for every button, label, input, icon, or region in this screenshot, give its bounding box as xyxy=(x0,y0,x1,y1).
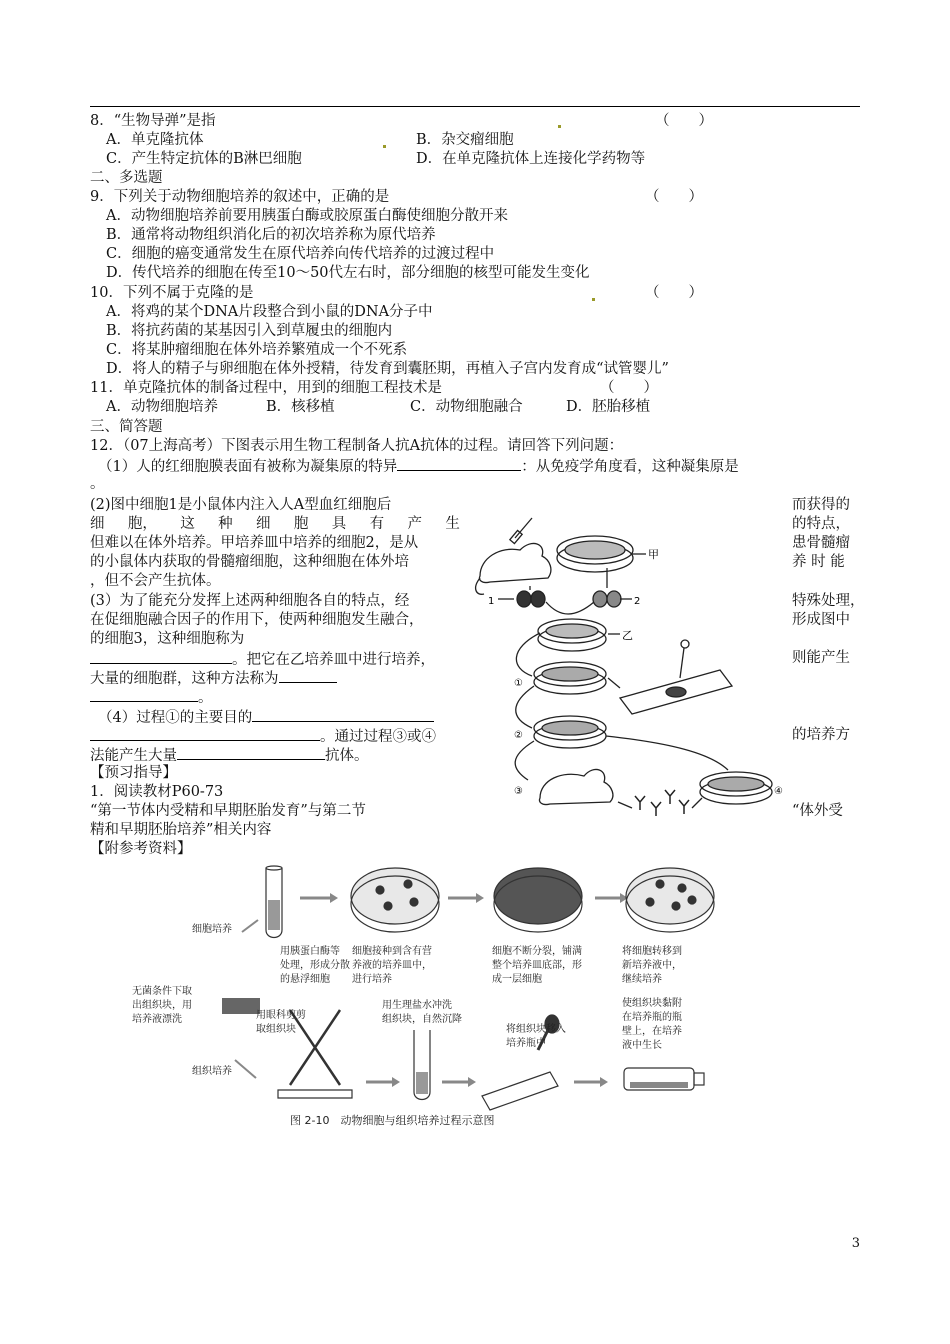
text-char: 这 xyxy=(180,516,195,532)
q8-option-d: D．在单克隆抗体上连接化学药物等 xyxy=(416,151,646,167)
step-text: 用生理盐水冲洗 xyxy=(382,1000,452,1011)
answer-blank[interactable] xyxy=(397,456,521,471)
step-text: 进行培养 xyxy=(352,974,392,985)
answer-blank[interactable] xyxy=(279,668,337,683)
label-cell-1: 1 xyxy=(488,596,495,607)
step-text: 新培养液中， xyxy=(622,960,682,971)
q9-paren: （ ） xyxy=(645,189,703,205)
antibody-icon xyxy=(635,790,689,816)
text-char: 生 xyxy=(445,516,460,532)
petri-dish-jia xyxy=(557,536,633,572)
text-char: 种 xyxy=(218,516,233,532)
figure-caption: 图 2-10 动物细胞与组织培养过程示意图 xyxy=(290,1114,495,1127)
label-jia: 甲 xyxy=(648,548,659,561)
mouse-icon xyxy=(479,543,550,582)
q8-paren: （ ） xyxy=(655,113,713,129)
q12-part4-line3-text-a: 法能产生大量 xyxy=(90,748,177,764)
q12-stem: 12．（07上海高考）下图表示用生物工程制备人抗A抗体的过程。请回答下列问题： xyxy=(90,438,624,454)
q12-part3-line2: 在促细胞融合因子的作用下，使两种细胞发生融合， xyxy=(90,612,424,628)
step-text: 用眼科剪剪 xyxy=(256,1010,306,1021)
q12-part3-line3: 的细胞3，这种细胞称为 xyxy=(90,631,245,647)
q8-stem: 8．“生物导弹”是指 xyxy=(90,113,216,129)
text-char: 胞 xyxy=(293,516,309,532)
reference-title: 【附参考资料】 xyxy=(90,841,192,857)
dropper-slide-icon xyxy=(620,640,732,714)
preview-item2-a: “第一节体内受精和早期胚胎发育”与第二节 xyxy=(90,803,366,819)
step-text: 的悬浮细胞 xyxy=(280,974,330,985)
preview-item2-right: “体外受 xyxy=(792,803,843,819)
q12-part2-right3: 患骨髓瘤 xyxy=(792,535,850,551)
q12-part4-line2-text: 。通过过程③或④ xyxy=(320,729,436,745)
answer-blank[interactable] xyxy=(90,687,198,702)
q10-paren: （ ） xyxy=(645,285,703,301)
step-text: 处理，形成分散 xyxy=(280,960,350,971)
q12-part1 xyxy=(98,456,860,477)
q11-option-c: C．动物细胞融合 xyxy=(410,399,523,415)
petri-dish-yi xyxy=(538,619,606,651)
syringe-icon xyxy=(510,518,532,544)
q12-part3-right2: 形成图中 xyxy=(792,612,850,628)
step-text: 细胞接种到含有营 xyxy=(352,946,432,957)
q12-part4-line1-text: （4）过程①的主要目的 xyxy=(98,710,253,726)
text-char: 有 xyxy=(369,516,385,532)
label-process-2: ② xyxy=(514,730,523,741)
q9-stem: 9．下列关于动物细胞培养的叙述中，正确的是 xyxy=(90,189,390,205)
step-text: 用胰蛋白酶等 xyxy=(280,946,340,957)
test-tube-icon xyxy=(266,866,282,938)
q12-part1-b: ：从免疫学角度看，这种凝集原是 xyxy=(521,459,739,475)
mouse-icon xyxy=(539,769,612,804)
answer-blank[interactable] xyxy=(90,726,320,741)
q12-part1-a: （1）人的红细胞膜表面有被称为凝集原的特异 xyxy=(98,459,398,475)
q12-part3-right1: 特殊处理， xyxy=(792,593,865,609)
q12-part2-right4: 养 时 能 xyxy=(792,554,845,570)
q12-part2-line4: 的小鼠体内获取的骨髓瘤细胞，这种细胞在体外培 xyxy=(90,554,409,570)
q12-part3-line6 xyxy=(90,687,213,708)
label-yi: 乙 xyxy=(622,629,633,642)
label-cell-culture: 细胞培养 xyxy=(192,924,232,935)
text-char: 细 xyxy=(90,516,105,532)
step-text: 液中生长 xyxy=(622,1040,662,1051)
q8-stem-line xyxy=(90,112,860,131)
q10-option-a: A．将鸡的某个DNA片段整合到小鼠的DNA分子中 xyxy=(106,304,433,320)
q11-stem-line xyxy=(90,379,860,398)
q8-options-cd xyxy=(106,150,860,169)
q12-part2-line1: (2)图中细胞1是小鼠体内注入人A型血红细胞后 xyxy=(90,497,392,513)
step-text: 出组织块，用 xyxy=(132,1000,192,1011)
q12-part3-line4-text: 。把它在乙培养皿中进行培养， xyxy=(232,652,435,668)
answer-blank[interactable] xyxy=(90,649,232,664)
preview-item2-b: 精和早期胚胎培养”相关内容 xyxy=(90,822,272,838)
q10-stem: 10．下列不属于克隆的是 xyxy=(90,285,254,301)
q9-option-a: A．动物细胞培养前要用胰蛋白酶或胶原蛋白酶使细胞分散开来 xyxy=(106,208,508,224)
text-char: 细 xyxy=(256,516,271,532)
q11-option-d: D．胚胎移植 xyxy=(566,399,651,415)
q12-part4-line1 xyxy=(98,707,434,728)
q8-option-c: C．产生特定抗体的B淋巴细胞 xyxy=(106,151,302,167)
q12-part3-line5-text: 大量的细胞群，这种方法称为 xyxy=(90,671,279,687)
step-text: 将组织块移入 xyxy=(506,1024,566,1035)
section-multi-choice: 二、多选题 xyxy=(90,170,163,186)
q12-part4-line3 xyxy=(90,745,369,766)
label-tissue-culture: 组织培养 xyxy=(192,1066,232,1077)
q9-option-b: B．通常将动物组织消化后的初次培养称为原代培养 xyxy=(106,227,436,243)
preview-title: 【预习指导】 xyxy=(90,765,177,781)
culture-bottle-icon xyxy=(624,1068,704,1090)
step-text: 使组织块黏附 xyxy=(622,998,682,1009)
label-process-1: ① xyxy=(514,678,523,689)
step-text: 取组织块 xyxy=(256,1024,296,1035)
q10-option-c: C．将某肿瘤细胞在体外培养繁殖成一个不死系 xyxy=(106,342,408,358)
q12-part2-line3: 但难以在体外培养。甲培养皿中培养的细胞2，是从 xyxy=(90,535,419,551)
q12-part2-right1: 而获得的 xyxy=(792,497,850,513)
step-text: 无菌条件下取 xyxy=(132,986,192,997)
step-text: 组织块，自然沉降 xyxy=(382,1014,462,1025)
speck xyxy=(592,298,595,301)
q10-stem-line xyxy=(90,284,860,303)
petri-dish-transfer xyxy=(626,868,714,932)
speck xyxy=(558,125,561,128)
q12-part4-line3-text-b: 抗体。 xyxy=(325,748,369,764)
q12-part4-right2: 的培养方 xyxy=(792,727,850,743)
step-text: 成一层细胞 xyxy=(492,974,542,985)
label-cell-2: 2 xyxy=(634,596,641,607)
step-text: 养液的培养皿中， xyxy=(352,960,432,971)
q12-part2-line2 xyxy=(90,515,460,534)
top-rule xyxy=(90,106,860,107)
q12-part3-line5 xyxy=(90,668,337,689)
q12-part2-right2: 的特点， xyxy=(792,516,850,532)
test-tube-icon xyxy=(414,1030,430,1100)
q11-option-a: A．动物细胞培养 xyxy=(106,399,218,415)
text-char: 具 xyxy=(331,516,347,532)
q11-stem: 11．单克隆抗体的制备过程中，用到的细胞工程技术是 xyxy=(90,380,442,396)
petri-dish-full xyxy=(494,868,582,932)
section-short-answer: 三、简答题 xyxy=(90,419,163,435)
q12-part3-right4: 则能产生 xyxy=(792,650,850,666)
label-process-4: ④ xyxy=(774,786,783,797)
preview-item1: 1．阅读教材P60-73 xyxy=(90,784,224,800)
q9-option-d: D．传代培养的细胞在传至10～50代左右时，部分细胞的核型可能发生变化 xyxy=(106,265,590,281)
cell-tissue-culture-figure xyxy=(130,860,720,1130)
answer-blank[interactable] xyxy=(252,707,434,722)
q12-part4-line2 xyxy=(90,726,436,747)
q11-options xyxy=(106,398,860,417)
text-char: 产 xyxy=(407,516,422,532)
text-char: 胞， xyxy=(127,516,157,532)
q8-options-ab xyxy=(106,131,860,150)
q10-option-d: D．将人的精子与卵细胞在体外授精，待发育到囊胚期，再植入子宫内发育成“试管婴儿” xyxy=(106,361,669,377)
q12-part3-line6-text: 。 xyxy=(198,690,213,706)
q12-part3-line1: (3）为了能充分发挥上述两种细胞各自的特点，经 xyxy=(90,593,410,609)
step-text: 培养液漂洗 xyxy=(132,1014,182,1025)
answer-blank[interactable] xyxy=(177,745,325,760)
step-text: 将细胞转移到 xyxy=(622,946,682,957)
q11-option-b: B．核移植 xyxy=(266,399,335,415)
q12-part2-line5: ，但不会产生抗体。 xyxy=(90,573,221,589)
step-text: 培养瓶中 xyxy=(506,1038,546,1049)
q9-option-c: C．细胞的癌变通常发生在原代培养向传代培养的过渡过程中 xyxy=(106,246,495,262)
q10-option-b: B．将抗药菌的某基因引入到草履虫的细胞内 xyxy=(106,323,393,339)
monoclonal-antibody-figure xyxy=(470,498,790,818)
q12-part3-line4 xyxy=(90,649,435,670)
step-text: 细胞不断分裂，铺满 xyxy=(492,946,582,957)
label-process-3: ③ xyxy=(514,786,523,797)
q9-stem-line xyxy=(90,188,860,207)
q8-option-b: B．杂交瘤细胞 xyxy=(416,132,514,148)
page-number: 3 xyxy=(851,1236,860,1251)
step-text: 整个培养皿底部，形 xyxy=(492,960,582,971)
q12-part1-c: 。 xyxy=(90,476,105,492)
petri-dish-sparse xyxy=(351,868,439,932)
step-text: 壁上，在培养 xyxy=(622,1026,682,1037)
step-text: 在培养瓶的瓶 xyxy=(622,1012,682,1023)
speck xyxy=(383,145,386,148)
step-text: 继续培养 xyxy=(622,974,662,985)
q8-option-a: A．单克隆抗体 xyxy=(106,132,204,148)
q11-paren: （ ） xyxy=(600,380,658,396)
